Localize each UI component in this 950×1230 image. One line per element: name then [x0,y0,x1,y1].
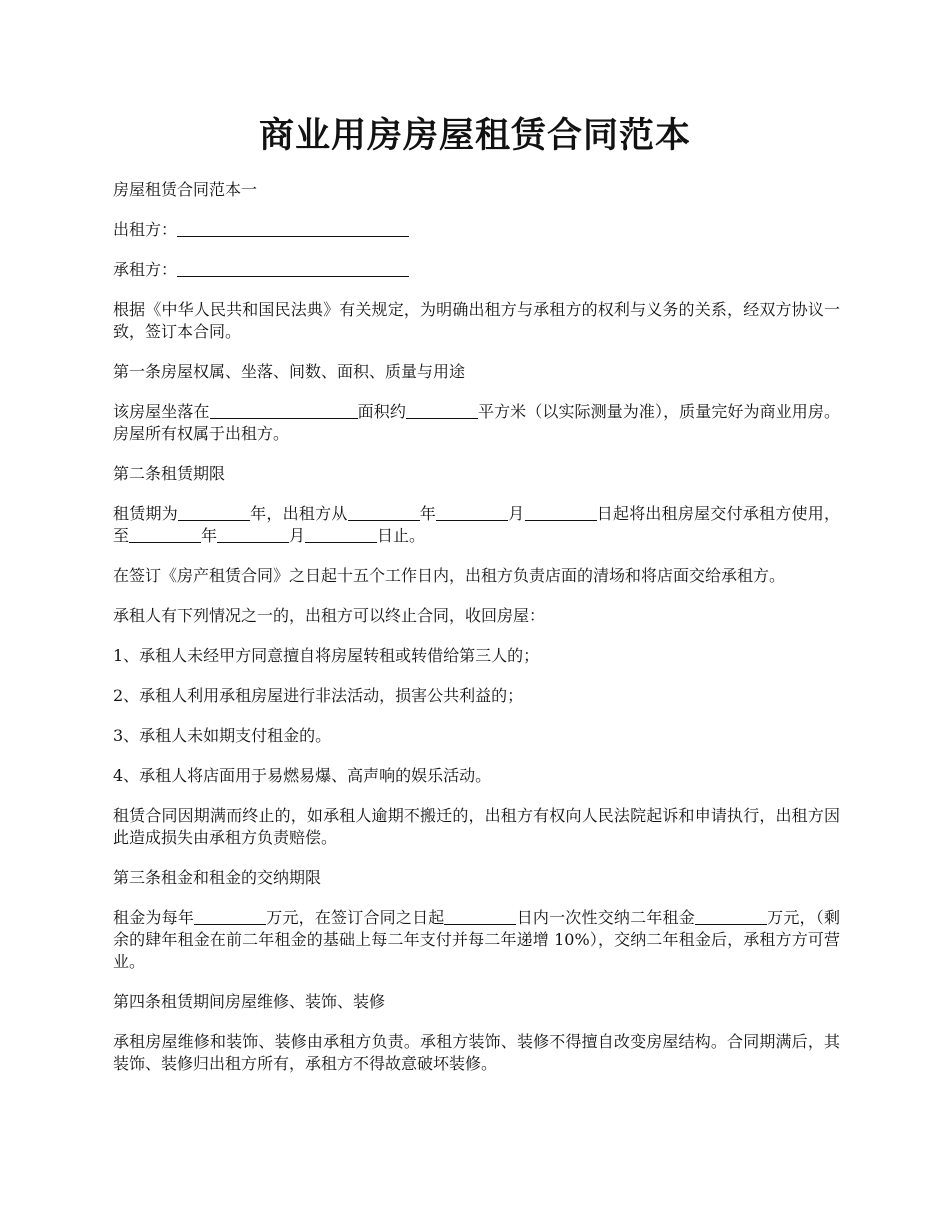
list-item: 3、承租人未如期支付租金的。 [113,726,332,745]
article-4-paragraph: 承租房屋维修和装饰、装修由承租方负责。承租方装饰、装修不得擅自改变房屋结构。合同期满后，其装饰、装修归出租方所有，承租方不得故意破坏装修。 [113,1032,840,1073]
list-item: 4、承租人将店面用于易燃易爆、高声响的娱乐活动。 [113,766,492,785]
area-rest-text: 平方米（以实际测量为准），质量完好为商业用房。房屋所有权属于出租方。 [113,402,840,443]
lease-text-5: 日起将出租房屋交付承租方使用，至 [113,504,840,545]
lessee-line [113,259,840,281]
rent-text-3: 日内一次性交纳二年租金 [516,908,695,927]
subtitle: 房屋租赁合同范本一 [113,180,258,199]
end-day-blank [305,526,377,543]
intro-paragraph: 根据《中华人民共和国民法典》有关规定，为明确出租方与承租方的权利与义务的关系，经双方协议一致，签订本合同。 [113,300,840,341]
two-year-rent-blank [695,908,767,925]
area-blank [406,402,478,419]
rent-text-1: 租金为每年 [113,908,195,927]
lease-text-2: 年，出租方从 [249,504,348,523]
handover-paragraph: 在签订《房产租赁合同》之日起十五个工作日内，出租方负责店面的清场和将店面交给承租方。 [113,566,786,585]
lease-text-1: 租赁期为 [113,504,178,523]
document-body [113,179,840,1093]
lease-term-paragraph [113,503,840,547]
payment-days-blank [444,908,516,925]
list-item: 2、承租人利用承租房屋进行非法活动，损害公共利益的； [113,686,524,705]
lessor-line [113,219,840,241]
lease-text-8: 日止。 [377,526,426,545]
lease-text-6: 年 [201,526,218,545]
start-year-blank [348,504,420,521]
location-text: 该房屋坐落在 [113,402,210,421]
end-month-blank [217,526,289,543]
termination-paragraph: 承租人有下列情况之一的，出租方可以终止合同，收回房屋： [113,606,546,625]
lease-years-blank [178,504,250,521]
list-item: 1、承租人未经甲方同意擅自将房屋转租或转借给第三人的； [113,646,540,665]
lease-text-4: 月 [508,504,525,523]
start-day-blank [525,504,597,521]
rent-paragraph [113,907,840,973]
article-1-title: 第一条房屋权属、坐落、间数、面积、质量与用途 [113,362,466,381]
location-blank [210,402,358,419]
lessee-blank [177,260,409,277]
end-year-blank [129,526,201,543]
document-title: 商业用房房屋租赁合同范本 [258,115,691,156]
lease-text-7: 月 [289,526,306,545]
rent-text-4: 万元，（剩余的肆年租金在前二年租金的基础上每二年支付并每二年递增 10%），交纳二年租金后，承租方方可营业。 [113,908,840,971]
area-text: 面积约 [357,402,406,421]
lessor-blank [177,220,409,237]
article-1-paragraph [113,401,840,445]
lessee-label: 承租方： [113,260,178,279]
article-4-title: 第四条租赁期间房屋维修、装饰、装修 [113,992,386,1011]
rent-text-2: 万元，在签订合同之日起 [266,908,445,927]
article-2-title: 第二条租赁期限 [113,464,226,483]
lessor-label: 出租方： [113,220,178,239]
expiry-paragraph: 租赁合同因期满而终止的，如承租人逾期不搬迁的，出租方有权向人民法院起诉和申请执行，出租方因此造成损失由承租方负责赔偿。 [113,806,840,847]
start-month-blank [436,504,508,521]
article-3-title: 第三条租金和租金的交纳期限 [113,868,322,887]
annual-rent-blank [194,908,266,925]
lease-text-3: 年 [419,504,437,523]
